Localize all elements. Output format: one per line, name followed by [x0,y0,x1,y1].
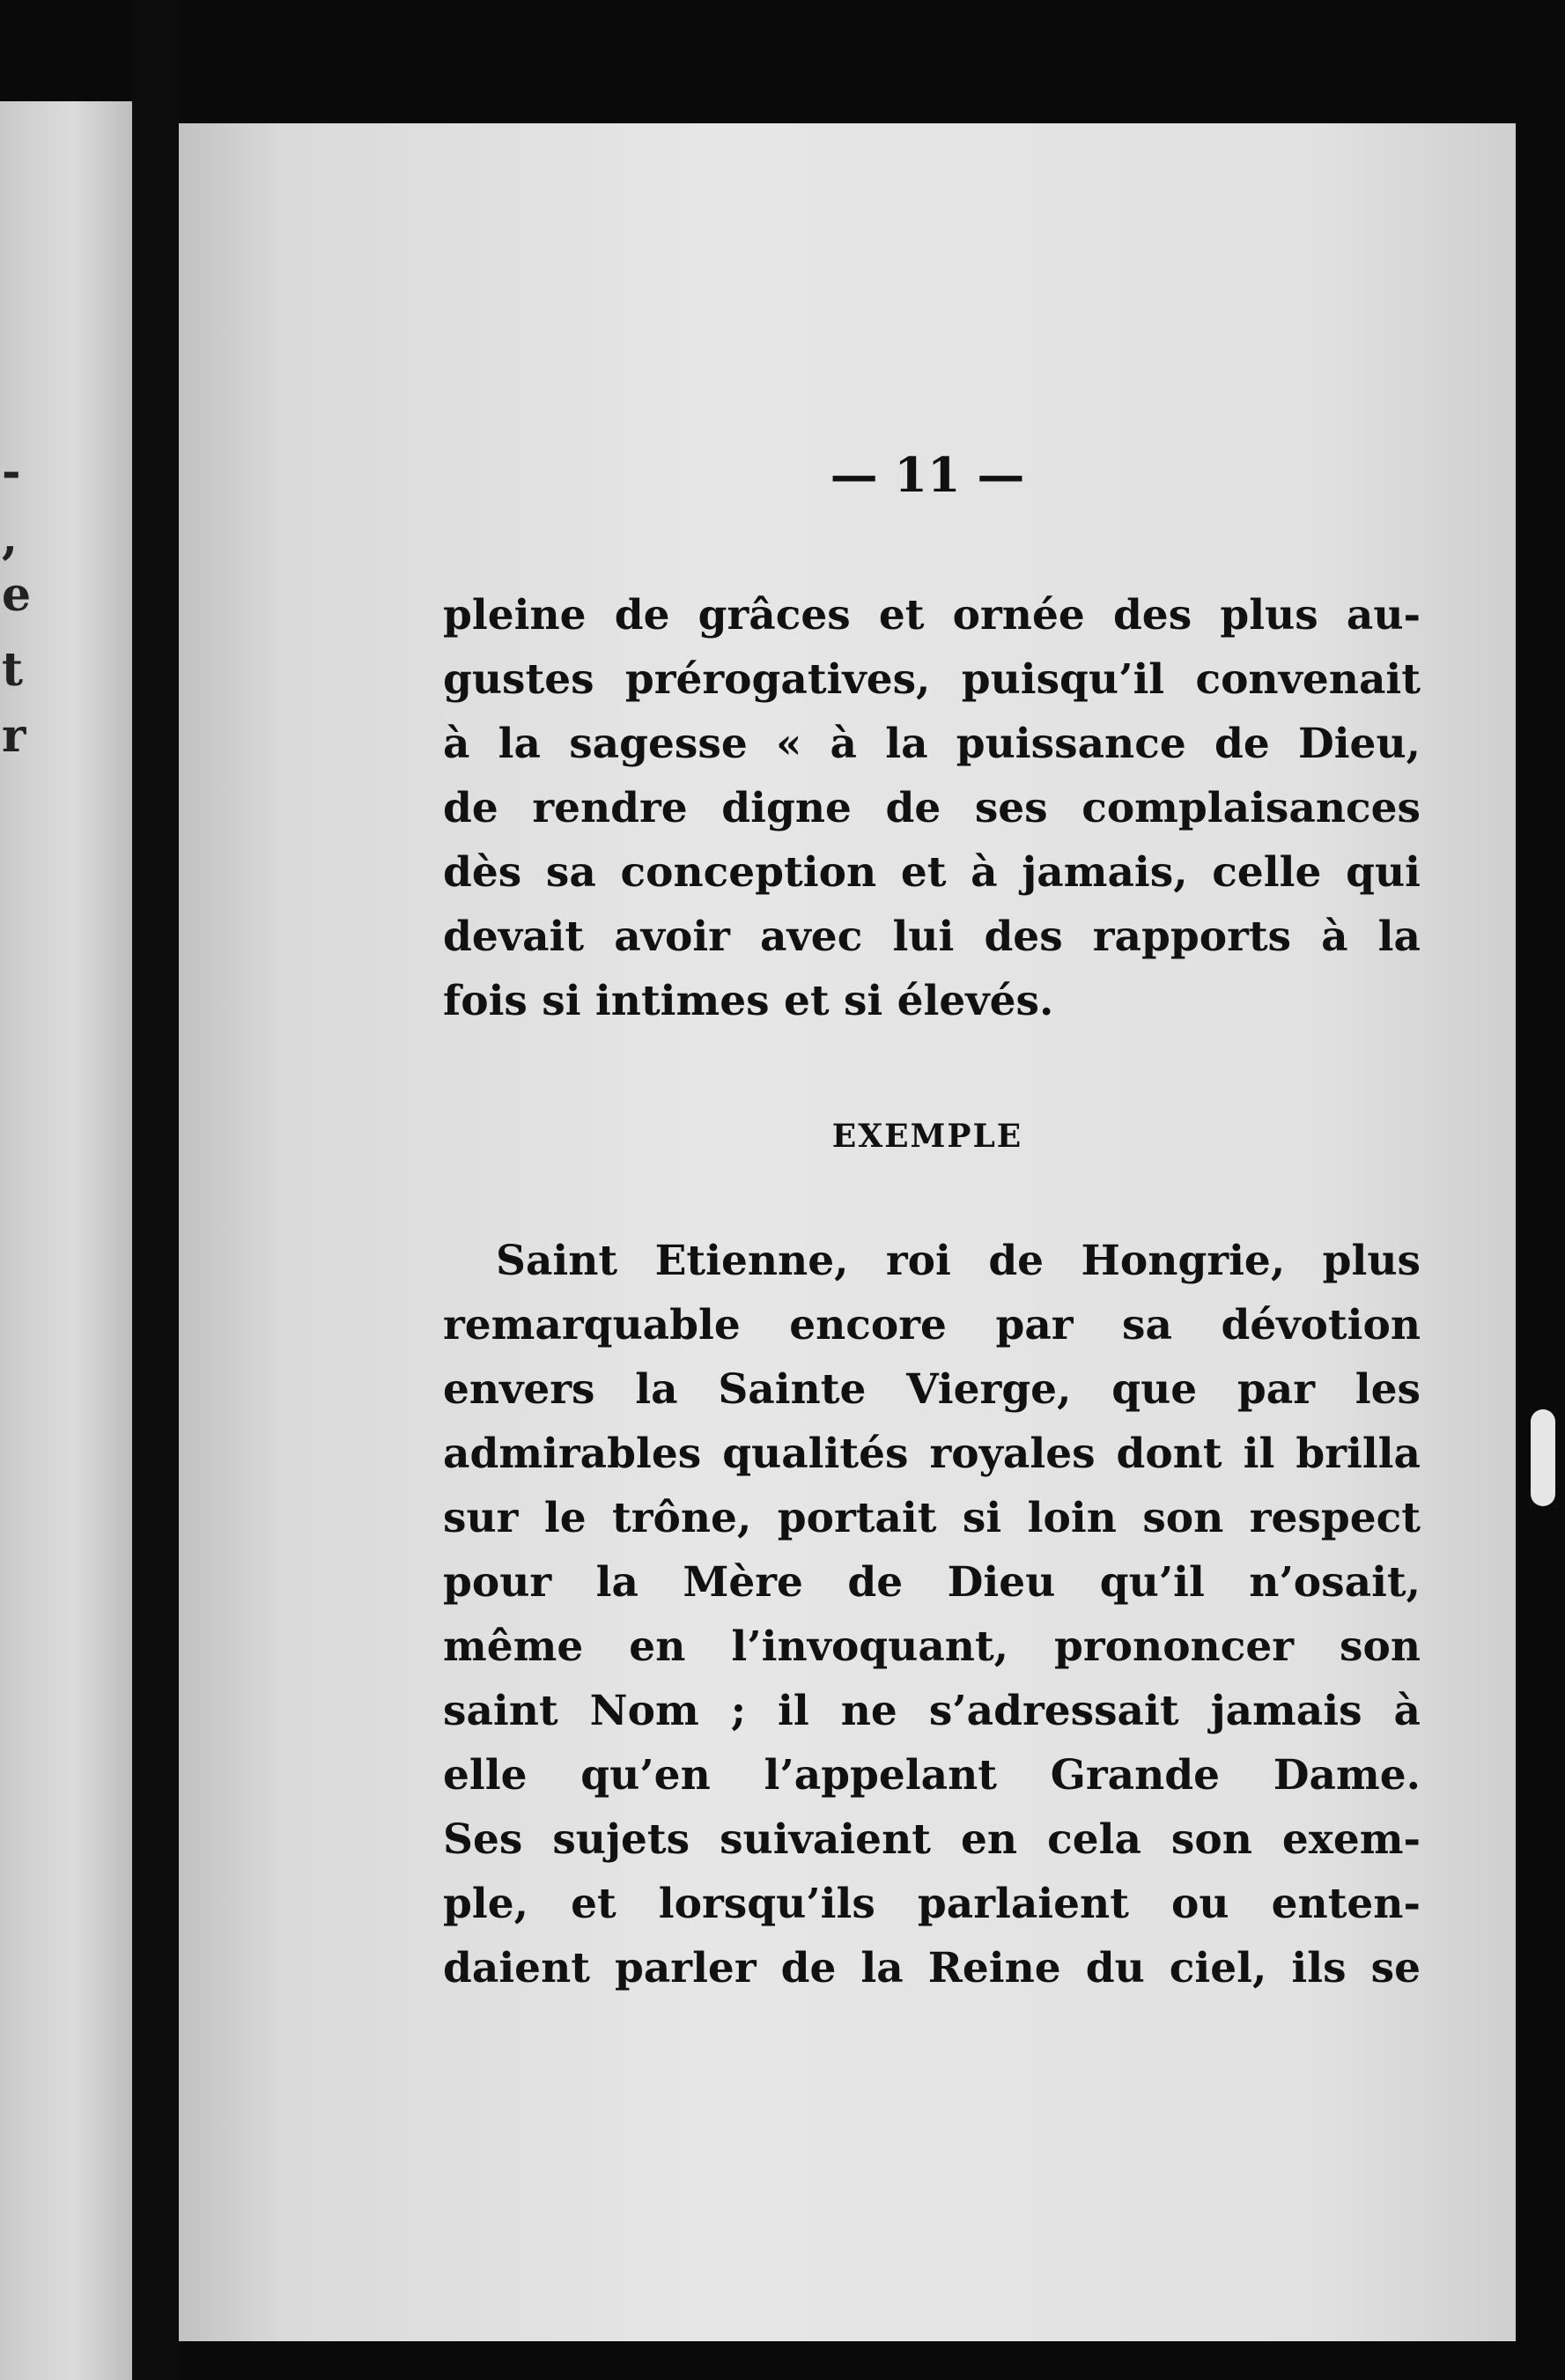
section-heading: EXEMPLE [831,1118,1023,1155]
paragraph-intro [443,583,1421,1033]
text-line: dès sa conception et à jamais, celle qui [443,848,1421,897]
prev-page-glyph: e [2,568,32,622]
text-line: à la sagesse « à la puissance de Dieu, [443,720,1421,768]
text-line: Ses sujets suivaient en cela son exem- [443,1815,1421,1864]
text-line: remarquable encore par sa dévotion [443,1301,1421,1349]
text-line: sur le trône, portait si loin son respect [443,1494,1421,1542]
text-line: envers la Sainte Vierge, que par les [443,1365,1421,1414]
text-line: pour la Mère de Dieu qu’il n’osait, [443,1558,1421,1607]
text-line: ple, et lorsqu’ils parlaient ou enten- [443,1880,1421,1928]
book-gutter [132,0,181,2380]
book-page [179,123,1516,2341]
text-line: elle qu’en l’appelant Grande Dame. [443,1751,1421,1800]
prev-page-glyph: t [2,643,24,697]
paragraph-example [443,1229,1421,2000]
text-line: gustes prérogatives, puisqu’il convenait [443,655,1421,704]
text-line: daient parler de la Reine du ciel, ils se [443,1944,1421,1992]
previous-page-edge [0,101,132,2380]
prev-page-glyph: , [2,511,18,565]
text-line: Saint Etienne, roi de Hongrie, plus [496,1237,1421,1285]
text-line: admirables qualités royales dont il brilla [443,1430,1421,1478]
text-line: saint Nom ; il ne s’adressait jamais à [443,1687,1421,1735]
text-line: pleine de grâces et ornée des plus au- [443,591,1421,639]
prev-page-glyph: - [2,445,21,499]
page-number: — 11 — [830,447,1025,503]
text-line: devait avoir avec lui des rapports à la [443,913,1421,961]
text-line: même en l’invoquant, prononcer son [443,1622,1421,1671]
text-line: fois si intimes et si élevés. [443,977,1054,1025]
page-edge-mark [1531,1409,1555,1506]
prev-page-glyph: r [2,709,26,763]
text-line: de rendre digne de ses complaisances [443,784,1421,832]
